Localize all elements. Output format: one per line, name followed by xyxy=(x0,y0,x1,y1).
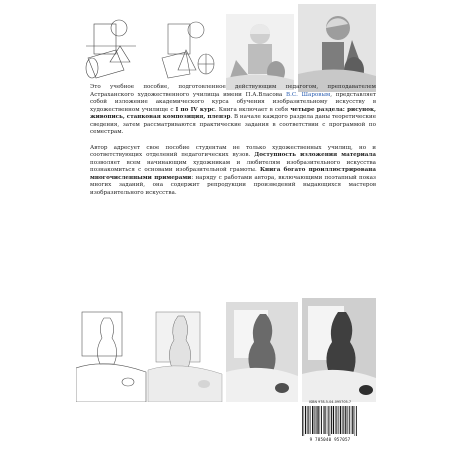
p1-text-3: . Книга включает в себя xyxy=(214,106,291,113)
p1-text-2: , представляет собой изложение академического курса обучения изобразительному искусству в художественном училище с xyxy=(90,91,377,113)
p2-text-3: : наряду с работами автора, включающими поэтапный показ многих заданий, она содержит репродукции произведений выдающихся мастеров изобразительного искусства. xyxy=(90,174,376,196)
p1-text-1: Это учебное пособие, подготовленное действующим педагогом, преподавателем Астраханского художественного училища имени П.А.Власова xyxy=(90,84,376,98)
author-name: В.С. Шаровым xyxy=(285,91,331,98)
still-life-final-4 xyxy=(302,298,376,402)
barcode xyxy=(298,400,362,440)
still-life-sketch-2 xyxy=(148,312,222,402)
illustrated-highlight: Книга богато проиллюстрирована многочисленными примерами xyxy=(90,167,376,181)
p2-text-2: позволяет всем начинающим художникам и любителям изобразительного искусства познакомиться с основами изобразительной грамоты. xyxy=(90,159,376,173)
sketch-stage-2 xyxy=(162,22,214,78)
still-life-sketch-1 xyxy=(76,312,146,402)
tonal-stage-4 xyxy=(298,4,376,92)
p1-text-4: . В начале каждого раздела даны теоретические сведения, затем рассматриваются практические задания в соответствии с программой по семестрам. xyxy=(90,114,376,135)
isbn-label: ISBN 978-5-04-095705-7 xyxy=(308,400,352,404)
courses-range: I по IV курс xyxy=(175,106,215,113)
sketch-stage-1 xyxy=(86,20,136,78)
top-illustration-strip xyxy=(76,0,376,92)
book-back-cover xyxy=(76,0,376,452)
p2-text-1: Автор адресует свое пособие студентам не только художественных училищ, но и соответствующих отделений педагогических вузов. xyxy=(90,144,376,158)
bottom-illustration-strip xyxy=(76,298,376,402)
description-text xyxy=(90,84,376,205)
barcode-number: 9 785040 957057 xyxy=(309,437,351,442)
tonal-stage-3 xyxy=(226,14,294,90)
accessibility-highlight: Доступность изложения материала xyxy=(254,152,376,158)
still-life-tonal-3 xyxy=(226,302,298,402)
paragraph-2 xyxy=(90,145,376,198)
paragraph-1 xyxy=(90,84,376,137)
sections-list: четыре раздела: рисунок, живопись, станковая композиция, пленэр xyxy=(90,106,376,120)
